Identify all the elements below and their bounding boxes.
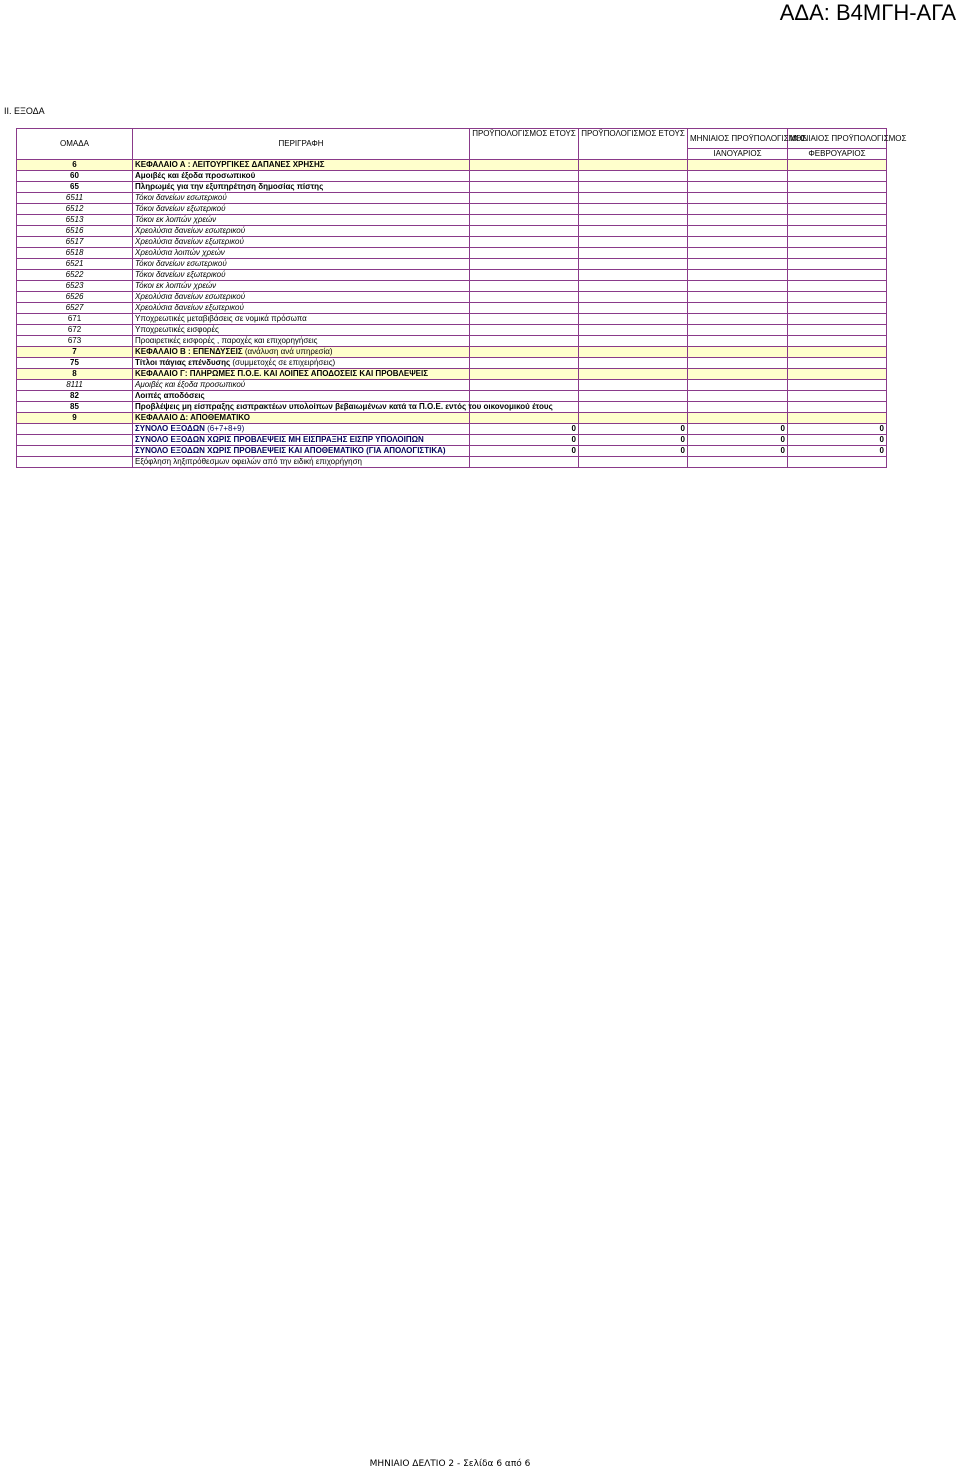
total-code	[17, 457, 133, 468]
total-value: 0	[470, 424, 579, 435]
row-value-cell	[788, 160, 887, 171]
row-value-cell	[579, 182, 688, 193]
row-value-cell	[470, 160, 579, 171]
header-monthly-budget-2: ΜΗΝΙΑΙΟΣ ΠΡΟΫΠΟΛΟΓΙΣΜΟΣ	[788, 129, 887, 149]
row-value-cell	[470, 237, 579, 248]
header-month-february: ΦΕΒΡΟΥΑΡΙΟΣ	[788, 149, 887, 160]
row-description	[133, 193, 470, 204]
row-code: 6527	[17, 303, 133, 314]
row-description	[133, 204, 470, 215]
row-value-cell	[688, 336, 788, 347]
row-description-text: Υποχρεωτικές μεταβιβάσεις σε νομικά πρόσωπα	[135, 314, 307, 323]
table-row	[17, 369, 887, 380]
row-code: 82	[17, 391, 133, 402]
row-code: 8111	[17, 380, 133, 391]
row-value-cell	[788, 171, 887, 182]
table-row	[17, 248, 887, 259]
header-description: ΠΕΡΙΓΡΑΦΗ	[133, 129, 470, 160]
row-description	[133, 182, 470, 193]
row-value-cell	[470, 215, 579, 226]
row-value-cell	[579, 369, 688, 380]
row-code: 6516	[17, 226, 133, 237]
row-value-cell	[688, 204, 788, 215]
total-value	[788, 457, 887, 468]
row-value-cell	[788, 292, 887, 303]
row-value-cell	[688, 380, 788, 391]
row-value-cell	[788, 248, 887, 259]
row-description-text: Χρεολύσια δανείων εξωτερικού	[135, 237, 244, 246]
total-description-text: ΣΥΝΟΛΟ ΕΞΟΔΩΝ ΧΩΡΙΣ ΠΡΟΒΛΕΨΕΙΣ ΜΗ ΕΙΣΠΡΑΞΗΣ ΕΙΣΠΡ ΥΠΟΛΟΙΠΩΝ	[135, 435, 424, 444]
row-description-text: Τόκοι εκ λοιπών χρεών	[135, 215, 217, 224]
row-description	[133, 413, 470, 424]
row-description-text: Προβλέψεις μη είσπραξης εισπρακτέων υπολοίπων βεβαιωμένων κατά τα Π.Ο.Ε. εντός του οικονομικού έτους	[135, 402, 553, 411]
row-description	[133, 281, 470, 292]
page-footer: ΜΗΝΙΑΙΟ ΔΕΛΤΙΟ 2 - Σελίδα 6 από 6	[369, 1459, 531, 1469]
row-value-cell	[470, 259, 579, 270]
row-value-cell	[688, 182, 788, 193]
row-value-cell	[788, 413, 887, 424]
row-value-cell	[579, 314, 688, 325]
table-row	[17, 270, 887, 281]
row-value-cell	[788, 237, 887, 248]
row-value-cell	[688, 237, 788, 248]
row-value-cell	[579, 292, 688, 303]
row-description	[133, 160, 470, 171]
row-value-cell	[579, 325, 688, 336]
row-value-cell	[579, 380, 688, 391]
row-value-cell	[579, 160, 688, 171]
row-value-cell	[688, 160, 788, 171]
table-row	[17, 204, 887, 215]
total-description	[133, 457, 470, 468]
row-value-cell	[470, 358, 579, 369]
row-description-text: Χρεολύσια δανείων εσωτερικού	[135, 292, 246, 301]
row-code: 60	[17, 171, 133, 182]
row-value-cell	[688, 314, 788, 325]
header-monthly-budget-1: ΜΗΝΙΑΙΟΣ ΠΡΟΫΠΟΛΟΓΙΣΜΟΣ	[688, 129, 788, 149]
row-value-cell	[579, 248, 688, 259]
table-row	[17, 380, 887, 391]
row-value-cell	[688, 281, 788, 292]
row-description	[133, 270, 470, 281]
row-value-cell	[470, 270, 579, 281]
total-description-text: ΣΥΝΟΛΟ ΕΞΟΔΩΝ	[135, 424, 205, 433]
row-value-cell	[688, 402, 788, 413]
row-description	[133, 215, 470, 226]
row-value-cell	[688, 369, 788, 380]
total-row	[17, 424, 887, 435]
row-value-cell	[579, 193, 688, 204]
row-value-cell	[688, 270, 788, 281]
total-code	[17, 435, 133, 446]
row-value-cell	[788, 281, 887, 292]
row-value-cell	[579, 391, 688, 402]
row-description-text: ΚΕΦΑΛΑΙΟ Β : ΕΠΕΝΔΥΣΕΙΣ	[135, 347, 243, 356]
table-row	[17, 259, 887, 270]
total-value: 0	[688, 435, 788, 446]
total-value	[470, 457, 579, 468]
row-value-cell	[579, 413, 688, 424]
row-code: 7	[17, 347, 133, 358]
row-description-text: Χρεολύσια δανείων εξωτερικού	[135, 303, 244, 312]
row-code: 6511	[17, 193, 133, 204]
row-value-cell	[470, 314, 579, 325]
total-value: 0	[788, 446, 887, 457]
row-value-cell	[788, 325, 887, 336]
total-description-text: ΣΥΝΟΛΟ ΕΞΟΔΩΝ ΧΩΡΙΣ ΠΡΟΒΛΕΨΕΙΣ ΚΑΙ ΑΠΟΘΕΜΑΤΙΚΟ (ΓΙΑ ΑΠΟΛΟΓΙΣΤΙΚΑ)	[135, 446, 446, 455]
row-value-cell	[470, 391, 579, 402]
total-value: 0	[788, 435, 887, 446]
row-value-cell	[579, 237, 688, 248]
row-value-cell	[579, 281, 688, 292]
row-value-cell	[470, 292, 579, 303]
table-row	[17, 336, 887, 347]
row-value-cell	[579, 215, 688, 226]
row-description-text: Πληρωμές για την εξυπηρέτηση δημοσίας πίστης	[135, 182, 324, 191]
row-description-text: Λοιπές αποδόσεις	[135, 391, 205, 400]
row-code: 85	[17, 402, 133, 413]
row-description	[133, 336, 470, 347]
row-description	[133, 292, 470, 303]
total-description-note: (6+7+8+9)	[204, 424, 245, 433]
row-code: 6526	[17, 292, 133, 303]
row-value-cell	[470, 303, 579, 314]
table-row	[17, 193, 887, 204]
table-row	[17, 292, 887, 303]
row-value-cell	[579, 270, 688, 281]
row-value-cell	[470, 336, 579, 347]
row-value-cell	[788, 193, 887, 204]
row-description	[133, 369, 470, 380]
table-row	[17, 402, 887, 413]
row-code: 6522	[17, 270, 133, 281]
total-row	[17, 457, 887, 468]
expenses-table	[16, 128, 907, 468]
table-row	[17, 303, 887, 314]
row-description-text: ΚΕΦΑΛΑΙΟ Α : ΛΕΙΤΟΥΡΓΙΚΕΣ ΔΑΠΑΝΕΣ ΧΡΗΣΗΣ	[135, 160, 325, 169]
table-row	[17, 347, 887, 358]
row-description-text: Αμοιβές και έξοδα προσωπικού	[135, 171, 256, 180]
row-value-cell	[788, 402, 887, 413]
row-value-cell	[688, 391, 788, 402]
row-value-cell	[470, 182, 579, 193]
total-value: 0	[470, 435, 579, 446]
row-value-cell	[579, 347, 688, 358]
row-code: 672	[17, 325, 133, 336]
total-description	[133, 424, 470, 435]
row-value-cell	[470, 248, 579, 259]
row-value-cell	[579, 303, 688, 314]
row-code: 6521	[17, 259, 133, 270]
row-description	[133, 237, 470, 248]
table-row	[17, 391, 887, 402]
row-value-cell	[470, 380, 579, 391]
header-group: ΟΜΑΔΑ	[17, 129, 133, 160]
row-description-note: (συμμετοχές σε επιχειρήσεις)	[230, 358, 336, 367]
row-value-cell	[788, 391, 887, 402]
row-description-text: Αμοιβές και έξοδα προσωπικού	[135, 380, 246, 389]
row-value-cell	[688, 303, 788, 314]
row-value-cell	[688, 226, 788, 237]
row-value-cell	[788, 182, 887, 193]
row-value-cell	[688, 248, 788, 259]
header-month-january: ΙΑΝΟΥΑΡΙΟΣ	[688, 149, 788, 160]
row-value-cell	[688, 413, 788, 424]
header-row	[17, 129, 887, 149]
row-code: 6523	[17, 281, 133, 292]
row-code: 75	[17, 358, 133, 369]
row-description-text: Προαιρετικές εισφορές , παροχές και επιχορηγήσεις	[135, 336, 318, 345]
total-row	[17, 435, 887, 446]
row-description	[133, 391, 470, 402]
row-description-text: Τίτλοι πάγιας επένδυσης	[135, 358, 231, 367]
row-value-cell	[788, 270, 887, 281]
row-value-cell	[470, 226, 579, 237]
row-description-text: Υποχρεωτικές εισφορές	[135, 325, 219, 334]
row-code: 6513	[17, 215, 133, 226]
row-description	[133, 358, 470, 369]
row-value-cell	[470, 347, 579, 358]
row-description-text: Χρεολύσια δανείων εσωτερικού	[135, 226, 246, 235]
row-value-cell	[579, 336, 688, 347]
ada-code: ΑΔΑ: Β4ΜΓΗ-ΑΓΑ	[779, 0, 956, 25]
row-value-cell	[579, 204, 688, 215]
row-description	[133, 226, 470, 237]
row-code: 9	[17, 413, 133, 424]
total-value: 0	[579, 435, 688, 446]
row-value-cell	[688, 325, 788, 336]
row-value-cell	[470, 369, 579, 380]
row-value-cell	[470, 193, 579, 204]
row-value-cell	[788, 380, 887, 391]
total-value: 0	[579, 424, 688, 435]
row-value-cell	[470, 281, 579, 292]
row-value-cell	[470, 171, 579, 182]
row-description	[133, 314, 470, 325]
row-description-text: Τόκοι εκ λοιπών χρεών	[135, 281, 217, 290]
header-annual-budget-1: ΠΡΟΫΠΟΛΟΓΙΣΜΟΣ ΕΤΟΥΣ	[470, 129, 579, 160]
row-code: 65	[17, 182, 133, 193]
total-value	[688, 457, 788, 468]
total-description-text: Εξόφληση ληξιπρόθεσμων οφειλών από την ειδική επιχορήγηση	[135, 457, 362, 466]
table-row	[17, 237, 887, 248]
table-row	[17, 226, 887, 237]
row-value-cell	[579, 171, 688, 182]
row-code: 671	[17, 314, 133, 325]
row-description	[133, 325, 470, 336]
row-code: 6	[17, 160, 133, 171]
total-value: 0	[688, 446, 788, 457]
table-row	[17, 358, 887, 369]
row-value-cell	[788, 303, 887, 314]
row-value-cell	[688, 171, 788, 182]
section-title: II. ΕΞΟΔΑ	[4, 106, 45, 116]
total-value: 0	[470, 446, 579, 457]
total-value: 0	[688, 424, 788, 435]
table-row	[17, 413, 887, 424]
row-code: 8	[17, 369, 133, 380]
row-value-cell	[688, 358, 788, 369]
row-description	[133, 347, 470, 358]
row-description-text: Τόκοι δανείων εσωτερικού	[135, 193, 227, 202]
row-description-text: ΚΕΦΑΛΑΙΟ Γ: ΠΛΗΡΩΜΕΣ Π.Ο.Ε. ΚΑΙ ΛΟΙΠΕΣ ΑΠΟΔΟΣΕΙΣ ΚΑΙ ΠΡΟΒΛΕΨΕΙΣ	[135, 369, 429, 378]
row-description	[133, 259, 470, 270]
row-description	[133, 171, 470, 182]
row-value-cell	[579, 226, 688, 237]
row-value-cell	[688, 259, 788, 270]
row-value-cell	[688, 347, 788, 358]
row-code: 673	[17, 336, 133, 347]
row-description-note: (ανάλυση ανά υπηρεσία)	[242, 347, 333, 356]
row-description-text: Τόκοι δανείων εξωτερικού	[135, 204, 226, 213]
row-value-cell	[579, 358, 688, 369]
row-value-cell	[688, 215, 788, 226]
row-description-text: Χρεολύσια λοιπών χρεών	[135, 248, 225, 257]
row-value-cell	[788, 259, 887, 270]
total-description	[133, 446, 470, 457]
table-row	[17, 325, 887, 336]
row-value-cell	[788, 336, 887, 347]
total-code	[17, 446, 133, 457]
total-value	[579, 457, 688, 468]
row-description-text: Τόκοι δανείων εξωτερικού	[135, 270, 226, 279]
row-value-cell	[470, 325, 579, 336]
row-description	[133, 248, 470, 259]
row-code: 6512	[17, 204, 133, 215]
row-value-cell	[579, 402, 688, 413]
row-code: 6517	[17, 237, 133, 248]
row-value-cell	[788, 314, 887, 325]
row-value-cell	[788, 369, 887, 380]
row-description-text: ΚΕΦΑΛΑΙΟ Δ: ΑΠΟΘΕΜΑΤΙΚΟ	[135, 413, 250, 422]
row-description	[133, 402, 553, 413]
table-row	[17, 215, 887, 226]
row-value-cell	[788, 204, 887, 215]
row-description	[133, 303, 470, 314]
row-value-cell	[788, 226, 887, 237]
row-value-cell	[788, 358, 887, 369]
table-row	[17, 281, 887, 292]
row-value-cell	[788, 215, 887, 226]
table-row	[17, 171, 887, 182]
row-value-cell	[788, 347, 887, 358]
row-description	[133, 380, 470, 391]
total-value: 0	[788, 424, 887, 435]
total-code	[17, 424, 133, 435]
row-value-cell	[470, 204, 579, 215]
total-value: 0	[579, 446, 688, 457]
total-description	[133, 435, 470, 446]
table-row	[17, 182, 887, 193]
row-value-cell	[688, 193, 788, 204]
row-description-text: Τόκοι δανείων εσωτερικού	[135, 259, 227, 268]
row-code: 6518	[17, 248, 133, 259]
header-annual-budget-2: ΠΡΟΫΠΟΛΟΓΙΣΜΟΣ ΕΤΟΥΣ	[579, 129, 688, 160]
row-value-cell	[470, 413, 579, 424]
table-row	[17, 314, 887, 325]
row-value-cell	[688, 292, 788, 303]
row-value-cell	[579, 259, 688, 270]
total-row	[17, 446, 887, 457]
table-row	[17, 160, 887, 171]
